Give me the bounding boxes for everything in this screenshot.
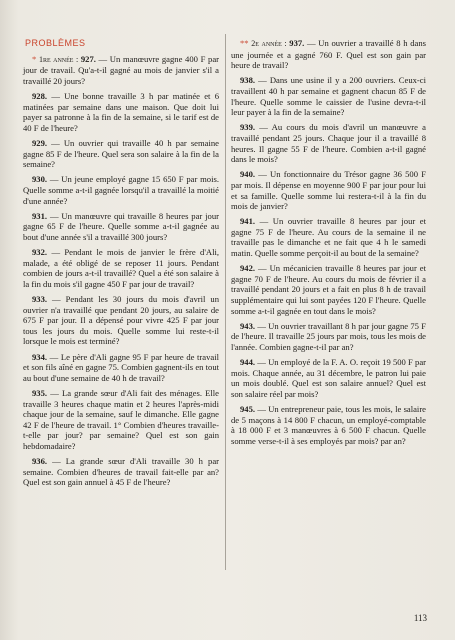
problem-text: — Un employé de la F. A. O. reçoit 19 500 F par mois. Chaque année, au 31 décembre, le patron lui paie un mois doublé. Quel est son salaire annuel? Quel est son salaire réel par mois? bbox=[231, 357, 426, 399]
problem-text: — Pendant le mois de janvier le frère d'Ali, malade, a été obligé de se reposer 11 jours. Pendant combien de jours a-t-il travaillé? Quel a été son salaire à la fin du mois s'il gagne 450 F par jour de travail? bbox=[23, 247, 220, 289]
problem-item bbox=[23, 456, 219, 488]
problem-text: — Dans une usine il y a 200 ouvriers. Ceux-ci travaillent 40 h par semaine et gagnent chacun 85 F de l'heure. Quelle somme le caissier de l'usine devra-t-il leur payer à la fin de la semaine? bbox=[231, 75, 426, 118]
problem-text: — Un entrepreneur paie, tous les mois, le salaire de 5 maçons à 14 800 F chacun, un employé-comptable à 18 000 F et 3 manœuvres à 6 500 F chacun. Quelle somme verse-t-il à ses employés par mois? par an? bbox=[231, 404, 426, 446]
problem-number: 929. bbox=[32, 137, 48, 148]
problem-item bbox=[231, 263, 426, 316]
problem-text: — Une bonne travaille 3 h par matinée et 6 matinées par semaine dans une maison. Que doit lui payer sa patronne à la fin de la semaine, si le tarif est de 40 F de l'heure? bbox=[23, 90, 219, 133]
problem-number: 943. bbox=[240, 320, 256, 331]
problem-item bbox=[23, 247, 219, 289]
problem-item bbox=[231, 38, 426, 71]
problem-number: 937. bbox=[289, 38, 305, 48]
problem-text: — Un jeune employé gagne 15 650 F par mois. Quelle somme a-t-il gagnée lorsqu'il a travaillé la moitié d'une année? bbox=[23, 174, 219, 206]
problem-item bbox=[23, 174, 219, 206]
problem-item bbox=[231, 321, 426, 353]
problem-list-right bbox=[231, 38, 426, 447]
problem-item bbox=[23, 388, 219, 452]
problem-item bbox=[23, 91, 219, 133]
section-heading: PROBLÈMES bbox=[25, 38, 86, 48]
problem-number: 935. bbox=[32, 387, 48, 398]
problem-list-left bbox=[23, 54, 219, 488]
problem-text: — La grande sœur d'Ali travaille 30 h par semaine. Combien d'heures de travail fait-elle par an? Quel est son gain annuel à 45 F de l'heure? bbox=[23, 456, 219, 488]
problem-item bbox=[231, 122, 426, 164]
left-column bbox=[23, 38, 219, 616]
problem-item bbox=[23, 211, 219, 243]
right-column bbox=[231, 38, 426, 616]
problem-number: 942. bbox=[240, 263, 256, 274]
problem-text: — Un manœuvre gagne 400 F par jour de travail. Qu'a-t-il gagné au mois de janvier s'il a travaillé 20 jours? bbox=[23, 53, 219, 86]
school-year-label: 2e année : bbox=[251, 39, 287, 48]
problem-text: — Un manœuvre qui travaille 8 heures par jour gagne 65 F de l'heure. Quelle somme a-t-il gagnée au bout d'une année s'il a travaillé 300 jours? bbox=[23, 210, 220, 242]
problem-number: 930. bbox=[32, 174, 48, 185]
problem-number: 927. bbox=[80, 53, 96, 64]
problem-number: 933. bbox=[32, 294, 48, 305]
difficulty-star-icon: ** bbox=[240, 38, 249, 48]
problem-number: 934. bbox=[32, 351, 48, 362]
problem-number: 939. bbox=[240, 122, 256, 133]
problem-text: — Un fonctionnaire du Trésor gagne 36 500 F par mois. Il dépense en moyenne 900 F par jour pour lui et sa famille. Quelle somme lui restera-t-il à la fin du mois de janvier? bbox=[231, 169, 426, 212]
problem-item bbox=[231, 404, 426, 446]
problem-item bbox=[231, 75, 426, 117]
difficulty-star-icon: * bbox=[32, 53, 37, 64]
column-divider bbox=[225, 34, 226, 570]
problem-number: 945. bbox=[240, 404, 256, 415]
problem-number: 938. bbox=[240, 75, 256, 86]
problem-item bbox=[23, 352, 219, 384]
problem-text: — Pendant les 30 jours du mois d'avril un ouvrier n'a travaillé que pendant 20 jours, au salaire de 675 F par jour. Il a dépensé pour vivre 425 F par jour tous les jours du mois. Quelle somme lui reste-t-il lorsque le mois est terminé? bbox=[23, 294, 219, 347]
problem-number: 944. bbox=[240, 357, 256, 368]
problem-text: — La grande sœur d'Ali fait des ménages. Elle travaille 3 heures chaque matin et 2 heures l'après-midi chaque jour de la semaine, sauf le dimanche. Elle gagne 42 F de l'heure de travail. 1° Combien d'heures travaille-t-elle par jour? par semaine? Quel est son gain hebdomadaire? bbox=[23, 387, 219, 451]
problem-text: — Un ouvrier qui travaille 40 h par semaine gagne 85 F de l'heure. Quel sera son salaire à la fin de la semaine? bbox=[23, 137, 219, 170]
page-number: 113 bbox=[413, 613, 427, 623]
problem-number: 936. bbox=[32, 456, 48, 467]
problem-text: — Un mécanicien travaille 8 heures par jour et gagne 70 F de l'heure. Au cours du mois de février il a travaillé pendant 20 jours et a fait en plus 8 h de travail supplémentaire qui lui sont payées 120 F l'heure. Quelle somme a-t-il gagnée en tout dans le mois? bbox=[231, 263, 426, 316]
problem-item bbox=[23, 294, 219, 347]
problem-item bbox=[23, 138, 219, 170]
problem-item bbox=[231, 357, 426, 399]
school-year-label: 1re année : bbox=[38, 54, 79, 64]
problem-text: — Au cours du mois d'avril un manœuvre a travaillé pendant 25 jours. Chaque jour il a travaillé 8 heures. Il gagne 55 F de l'heure. Combien a-t-il gagné dans le mois? bbox=[231, 122, 426, 165]
problem-number: 931. bbox=[32, 210, 48, 221]
problem-item bbox=[23, 54, 219, 87]
problem-item bbox=[231, 169, 426, 211]
problem-number: 941. bbox=[240, 216, 256, 227]
problem-text: — Un ouvrier travaille 8 heures par jour et gagne 75 F de l'heure. Au cours de la semaine il ne travaille pas le dimanche et ne fait que 4 h le samedi matin. Quelle somme perçoit-il au bout de la semaine? bbox=[231, 216, 426, 259]
problem-number: 940. bbox=[240, 169, 256, 180]
problem-text: — Le père d'Ali gagne 95 F par heure de travail et son fils aîné en gagne 75. Combien gagnent-ils en tout au bout d'une semaine de 40 h de travail? bbox=[23, 351, 219, 383]
problem-item bbox=[231, 216, 426, 258]
problem-text: — Un ouvrier a travaillé 8 h dans une journée et a gagné 760 F. Quel est son gain par heure de travail? bbox=[231, 38, 427, 71]
problem-number: 932. bbox=[32, 247, 48, 258]
problem-number: 928. bbox=[32, 90, 48, 101]
problem-text: — Un ouvrier travaillant 8 h par jour gagne 75 F de l'heure. Il travaille 25 jours par mois, tous les mois de l'année. Combien gagne-t-il par an? bbox=[231, 320, 426, 352]
